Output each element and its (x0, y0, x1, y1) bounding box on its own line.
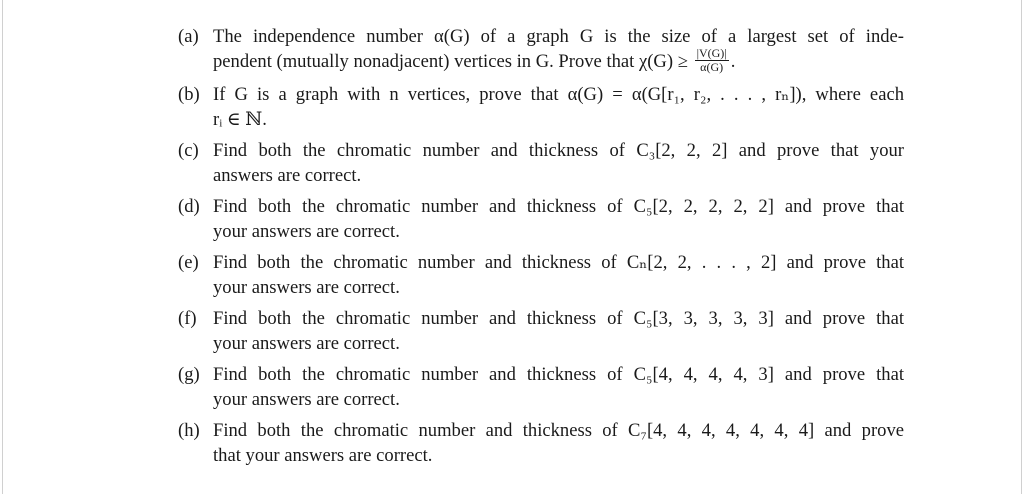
problem-line: your answers are correct. (213, 221, 400, 243)
problem-line: Find both the chromatic number and thickness of C₃[2, 2, 2] and prove that your (213, 140, 904, 162)
problem-line: rᵢ ∈ ℕ. (213, 109, 267, 131)
page-left-edge (2, 0, 3, 494)
problem-marker: (b) (178, 84, 200, 106)
problem-line: your answers are correct. (213, 333, 400, 355)
problem-a (178, 24, 904, 76)
problem-e (178, 250, 904, 300)
problem-marker: (g) (178, 364, 200, 386)
problem-list (178, 24, 904, 474)
problem-line: your answers are correct. (213, 277, 400, 299)
problem-f (178, 306, 904, 356)
problem-line: Find both the chromatic number and thickness of C₅[4, 4, 4, 4, 3] and prove that (213, 364, 904, 386)
problem-marker: (a) (178, 26, 199, 47)
problem-line: pendent (mutually nonadjacent) vertices in G. Prove that χ(G) ≥ (213, 51, 688, 72)
problem-line: Find both the chromatic number and thickness of C₅[3, 3, 3, 3, 3] and prove that (213, 308, 904, 330)
problem-d (178, 194, 904, 244)
fraction (695, 47, 729, 74)
problem-marker: (f) (178, 308, 197, 330)
problem-line: your answers are correct. (213, 389, 400, 411)
problem-line: that your answers are correct. (213, 445, 433, 467)
problem-line: answers are correct. (213, 165, 362, 187)
problem-marker: (e) (178, 252, 199, 274)
problem-line: Find both the chromatic number and thickness of C₅[2, 2, 2, 2, 2] and prove that (213, 196, 904, 218)
problem-marker: (c) (178, 140, 199, 162)
problem-h (178, 418, 904, 468)
problem-g (178, 362, 904, 412)
problem-marker: (h) (178, 420, 200, 442)
fraction-denominator: α(G) (700, 60, 724, 75)
fraction-numerator: |V(G)| (696, 46, 727, 61)
page-right-edge (1021, 0, 1022, 494)
problem-line-with-fraction (213, 46, 904, 76)
problem-line: If G is a graph with n vertices, prove that α(G) = α(G[r₁, r₂, . . . , rₙ]), where each (213, 84, 904, 106)
problem-line: Find both the chromatic number and thickness of C₇[4, 4, 4, 4, 4, 4, 4] and prove (213, 420, 904, 442)
problem-line: The independence number α(G) of a graph G is the size of a largest set of inde- (213, 26, 904, 47)
problem-b (178, 82, 904, 132)
problem-c (178, 138, 904, 188)
problem-line: Find both the chromatic number and thickness of Cₙ[2, 2, . . . , 2] and prove that (213, 252, 904, 274)
sentence-end: . (730, 51, 736, 72)
problem-marker: (d) (178, 196, 200, 218)
